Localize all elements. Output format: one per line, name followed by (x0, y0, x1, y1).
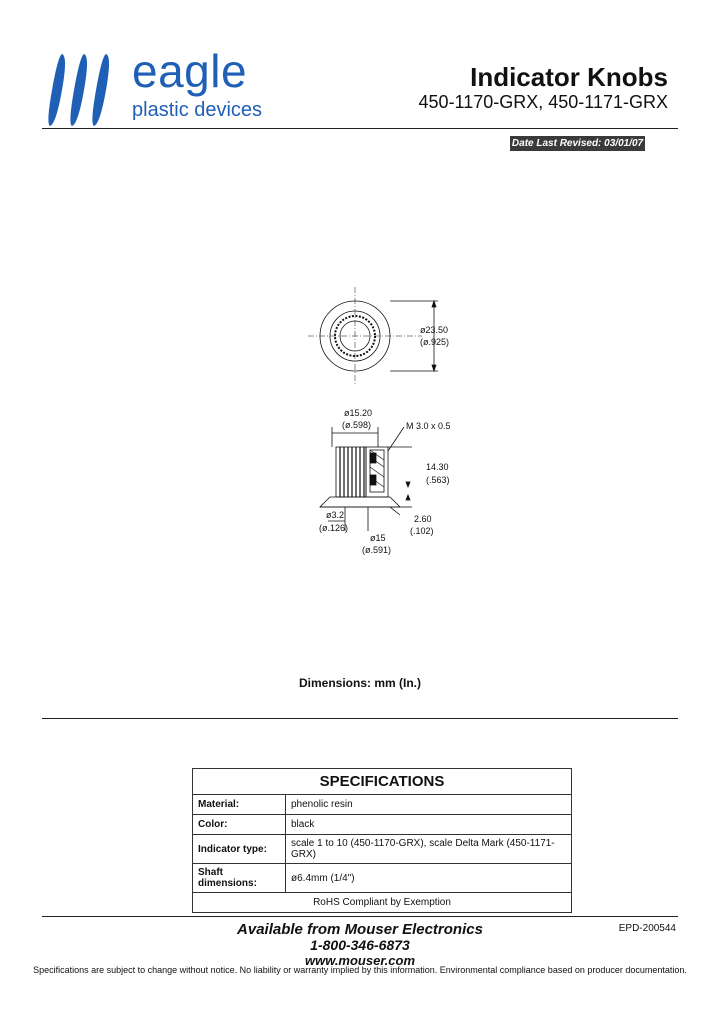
top-dia-in: (ø.925) (420, 337, 450, 347)
height-mm: 14.30 (426, 462, 449, 472)
spec-row (193, 815, 572, 835)
height-in: (.563) (426, 475, 450, 485)
eagle-logo-mark (48, 50, 128, 130)
spec-value: black (286, 815, 572, 835)
top-dia-mm: ø23.50 (420, 325, 449, 335)
knob-technical-drawing (290, 285, 490, 565)
spec-row (193, 795, 572, 815)
thread-spec: M 3.0 x 0.5 (406, 421, 451, 431)
spec-value: scale 1 to 10 (450-1170-GRX), scale Delta Mark (450-1171-GRX) (286, 835, 572, 864)
website-link[interactable]: www.mouser.com (304, 953, 416, 968)
base-dia-in: (ø.591) (362, 545, 392, 555)
bore-mm: ø3.2 (326, 510, 345, 520)
header-divider (42, 128, 678, 129)
spec-row (193, 835, 572, 864)
cap-dia-in: (ø.598) (342, 420, 372, 430)
base-dia-mm: ø15 (370, 533, 386, 543)
dimensions-note: Dimensions: mm (In.) (298, 676, 421, 690)
revised-date-badge: Date Last Revised: 03/01/07 (511, 138, 644, 149)
document-id: EPD-200544 (618, 923, 676, 934)
spec-label: Indicator type: (193, 835, 286, 864)
specifications-table (192, 768, 572, 913)
step-in: (.102) (410, 526, 434, 536)
spec-row (193, 864, 572, 893)
logo-subtitle: plastic devices (132, 99, 263, 121)
disclaimer: Specifications are subject to change without notice. No liability or warranty implied by this information. Environmental compliance based on producer documentation. (33, 965, 687, 975)
spec-label: Color: (193, 815, 286, 835)
bore-in: (ø.126) (319, 523, 349, 533)
spec-value: ø6.4mm (1/4") (286, 864, 572, 893)
top-view (308, 287, 438, 385)
step-mm: 2.60 (414, 514, 432, 524)
drawing-divider (42, 718, 678, 719)
cap-dia-mm: ø15.20 (344, 408, 373, 418)
spec-label: Material: (193, 795, 286, 815)
logo-wordmark: eagle (132, 45, 248, 97)
spec-label: Shaft dimensions: (193, 864, 286, 893)
rohs-note: RoHS Compliant by Exemption (193, 893, 572, 913)
spec-heading: SPECIFICATIONS (193, 769, 572, 795)
part-numbers: 450-1170-GRX, 450-1171-GRX (418, 92, 668, 112)
footer-divider (42, 916, 678, 917)
phone-number: 1-800-346-6873 (310, 937, 410, 953)
availability-text: Available from Mouser Electronics (237, 921, 483, 938)
page-title: Indicator Knobs (470, 62, 668, 92)
spec-value: phenolic resin (286, 795, 572, 815)
